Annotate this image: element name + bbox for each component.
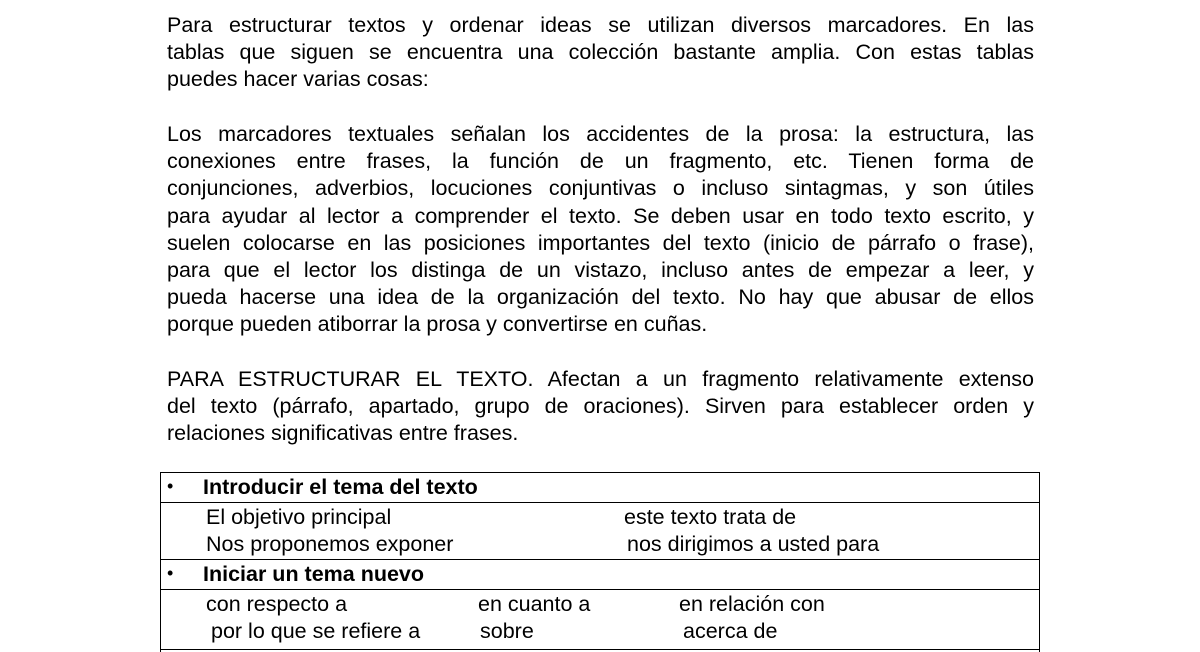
markers-table: [160, 472, 1040, 652]
table-cell: El objetivo principal: [206, 505, 392, 529]
table-section-header: [161, 560, 1039, 590]
section-title: Iniciar un tema nuevo: [203, 562, 425, 586]
table-section-body: [161, 590, 1039, 650]
section-title: Introducir el tema del texto: [203, 475, 478, 499]
paragraph-line: Los marcadores textuales señalan los accidentes de la prosa: la estructura, las: [167, 122, 1034, 146]
paragraph-line: puedes hacer varias cosas:: [167, 67, 429, 92]
paragraph-line: conjunciones, adverbios, locuciones conjuntivas o incluso sintagmas, y son útiles: [167, 176, 1034, 201]
table-cell: en cuanto a: [478, 592, 591, 616]
bullet-icon: •: [167, 563, 174, 583]
markers-description-paragraph: [167, 121, 1034, 339]
paragraph-line: pueda hacerse una idea de la organización del texto. No hay que abusar de ellos: [167, 285, 1034, 310]
intro-paragraph: [167, 12, 1034, 94]
table-section-body: [161, 503, 1039, 560]
paragraph-line: Para estructurar textos y ordenar ideas se utilizan diversos marcadores. En las: [167, 13, 1034, 37]
paragraph-line: para ayudar al lector a comprender el texto. Se deben usar en todo texto escrito, y: [167, 203, 1034, 228]
table-cell: acerca de: [683, 619, 778, 643]
paragraph-line: suelen colocarse en las posiciones importantes del texto (inicio de párrafo o frase),: [167, 230, 1034, 255]
table-cell: en relación con: [679, 592, 825, 616]
paragraph-line: conexiones entre frases, la función de un fragmento, etc. Tienen forma de: [167, 149, 1034, 174]
paragraph-line: relaciones significativas entre frases.: [167, 421, 519, 446]
paragraph-line: porque pueden atiborrar la prosa y convertirse en cuñas.: [167, 312, 708, 337]
table-cell: nos dirigimos a usted para: [627, 532, 880, 556]
structure-paragraph: [167, 366, 1034, 448]
paragraph-line: PARA ESTRUCTURAR EL TEXTO. Afectan a un fragmento relativamente extenso: [167, 367, 1034, 391]
table-cell: este texto trata de: [624, 505, 797, 529]
table-cell: sobre: [480, 619, 534, 643]
table-cell: por lo que se refiere a: [211, 619, 421, 643]
paragraph-line: tablas que siguen se encuentra una colección bastante amplia. Con estas tablas: [167, 40, 1034, 65]
table-section-header: [161, 473, 1039, 503]
paragraph-line: del texto (párrafo, apartado, grupo de oraciones). Sirven para establecer orden y: [167, 394, 1034, 419]
paragraph-line: para que el lector los distinga de un vistazo, incluso antes de empezar a leer, y: [167, 257, 1034, 282]
bullet-icon: •: [167, 476, 174, 496]
table-cell: con respecto a: [206, 592, 348, 616]
table-cell: Nos proponemos exponer: [206, 532, 454, 556]
